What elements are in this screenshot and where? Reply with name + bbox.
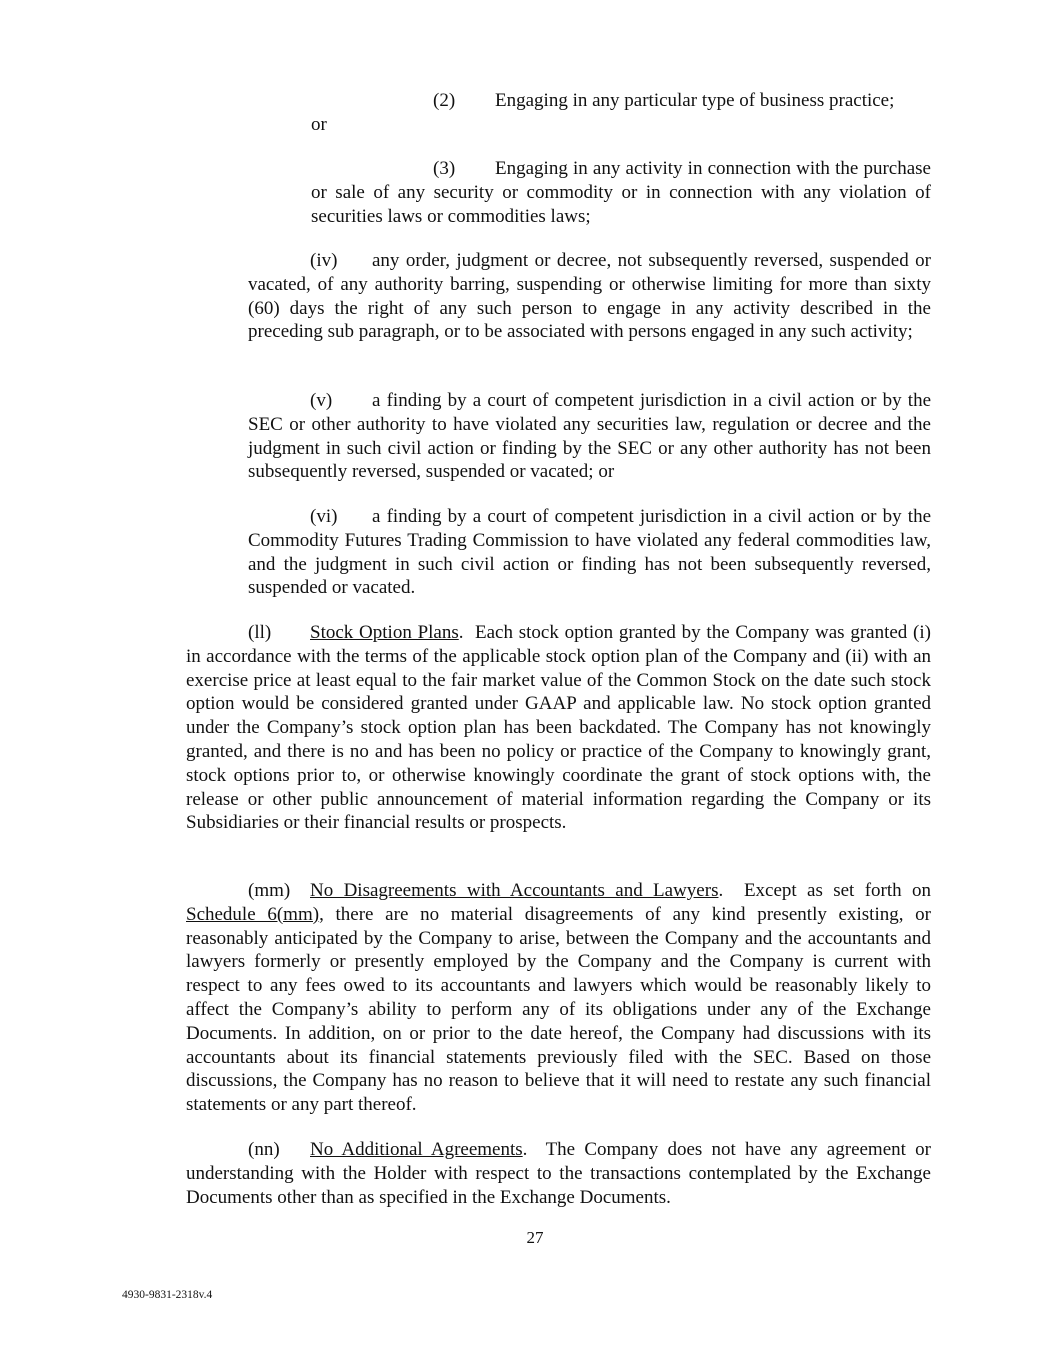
item-3-label: (3) <box>433 158 456 179</box>
section-mm: (mm) No Disagreements with Accountants and Lawyers. Except as set forth on Schedule 6(mm), there are no material disagreements of any kind presently existing, or reasonably anticipated by the Company to arise, between the Company and the accountants and lawyers formerly or presently employed by the Company and the Company is current with respect to any fees owed to its accountants and lawyers which would be reasonably likely to affect the Company’s ability to perform any of its obligations under any of the Exchange Documents. In addition, on or prior to the date hereof, the Company had discussions with its accountants about its financial statements previously filed with the SEC. Based on those discussions, the Company has no reason to believe that it will need to restate any such financial statements or any part thereof. <box>186 880 931 1116</box>
section-nn-label: (nn) <box>248 1139 280 1160</box>
item-iv-label: (iv) <box>310 250 338 271</box>
item-2 <box>311 89 931 137</box>
item-v-label: (v) <box>310 390 333 411</box>
section-mm-text: , there are no material disagreements of any kind presently existing, or reasonably anticipated by the Company to arise, between the Company and the accountants and lawyers formerly or presently employed by the Company and the Company is current with respect to any fees owed to its accountants and lawyers which would be reasonably likely to affect the Company’s ability to perform any of its obligations under any of the Exchange Documents. In addition, on or prior to the date hereof, the Company had discussions with its accountants about its financial statements previously filed with the SEC. Based on those discussions, the Company has no reason to believe that it will need to restate any such financial statements or any part thereof. <box>186 903 931 1116</box>
section-nn: (nn) No Additional Agreements. The Company does not have any agreement or understanding with the Holder with respect to the transactions contemplated by the Exchange Documents other than as specified in the Exchange Documents. <box>186 1139 931 1208</box>
section-nn-text: The Company does not have any agreement or understanding with the Holder with respect to the transactions contemplated by the Exchange Documents other than as specified in the Exchange Documents. <box>186 1139 931 1208</box>
item-vi-label: (vi) <box>310 506 338 527</box>
section-mm-label: (mm) <box>248 880 291 901</box>
item-2-label: (2) <box>433 90 456 111</box>
item-v <box>248 389 931 484</box>
page-number: 27 <box>526 1228 544 1247</box>
item-vi <box>248 505 931 600</box>
item-vi-text: a finding by a court of competent jurisdiction in a civil action or by the Commodity Futures Trading Commission to have violated any federal commodities law, and the judgment in such civil action or finding has not been subsequently reversed, suspended or vacated. <box>248 506 931 599</box>
section-ll-text: Each stock option granted by the Company was granted (i) in accordance with the terms of the applicable stock option plan of the Company and (ii) with an exercise price at least equal to the fair market value of the Common Stock on the date such stock option would be considered granted under GAAP and applicable law. No stock option granted under the Company’s stock option plan has been backdated. The Company has not knowingly granted, and there is no and has been no policy or practice of the Company to knowingly grant, stock options prior to, or otherwise knowingly coordinate the grant of stock options with, the release or other public announcement of material information regarding the Company or its Subsidiaries or their financial results or prospects. <box>186 622 931 834</box>
section-ll-heading: Stock Option Plans <box>310 622 459 643</box>
item-3-text: Engaging in any activity in connection with the purchase or sale of any security or commodity or in connection with any violation of securities laws or commodities laws; <box>311 158 931 227</box>
item-v-text: a finding by a court of competent jurisdiction in a civil action or by the SEC or other authority to have violated any securities law, regulation or decree and the judgment in such civil action or finding by the SEC or any other authority has not been subsequently reversed, suspended or vacated; or <box>248 390 931 483</box>
section-mm-heading: No Disagreements with Accountants and Lawyers <box>310 880 719 901</box>
item-2-text: Engaging in any particular type of business practice; <box>495 90 895 111</box>
document-id: 4930-9831-2318v.4 <box>122 1289 213 1301</box>
item-2-continuation: or <box>311 113 327 135</box>
section-ll-label: (ll) <box>248 622 272 643</box>
item-3 <box>311 157 931 228</box>
section-mm-text-a: Except as set forth on <box>743 880 931 901</box>
item-iv <box>248 249 931 344</box>
item-iv-text: any order, judgment or decree, not subsequently reversed, suspended or vacated, of any authority barring, suspending or otherwise limiting for more than sixty (60) days the right of any such person to engage in any activity described in the preceding sub paragraph, or to be associated with persons engaged in any such activity; <box>248 250 931 343</box>
section-nn-heading: No Additional Agreements <box>310 1139 523 1160</box>
section-ll: (ll) Stock Option Plans. Each stock option granted by the Company was granted (i) in accordance with the terms of the applicable stock option plan of the Company and (ii) with an exercise price at least equal to the fair market value of the Common Stock on the date such stock option would be considered granted under GAAP and applicable law. No stock option granted under the Company’s stock option plan has been backdated. The Company has not knowingly granted, and there is no and has been no policy or practice of the Company to knowingly grant, stock options prior to, or otherwise knowingly coordinate the grant of stock options with, the release or other public announcement of material information regarding the Company or its Subsidiaries or their financial results or prospects. <box>186 622 931 834</box>
schedule-6mm-reference: Schedule 6(mm) <box>186 903 320 925</box>
